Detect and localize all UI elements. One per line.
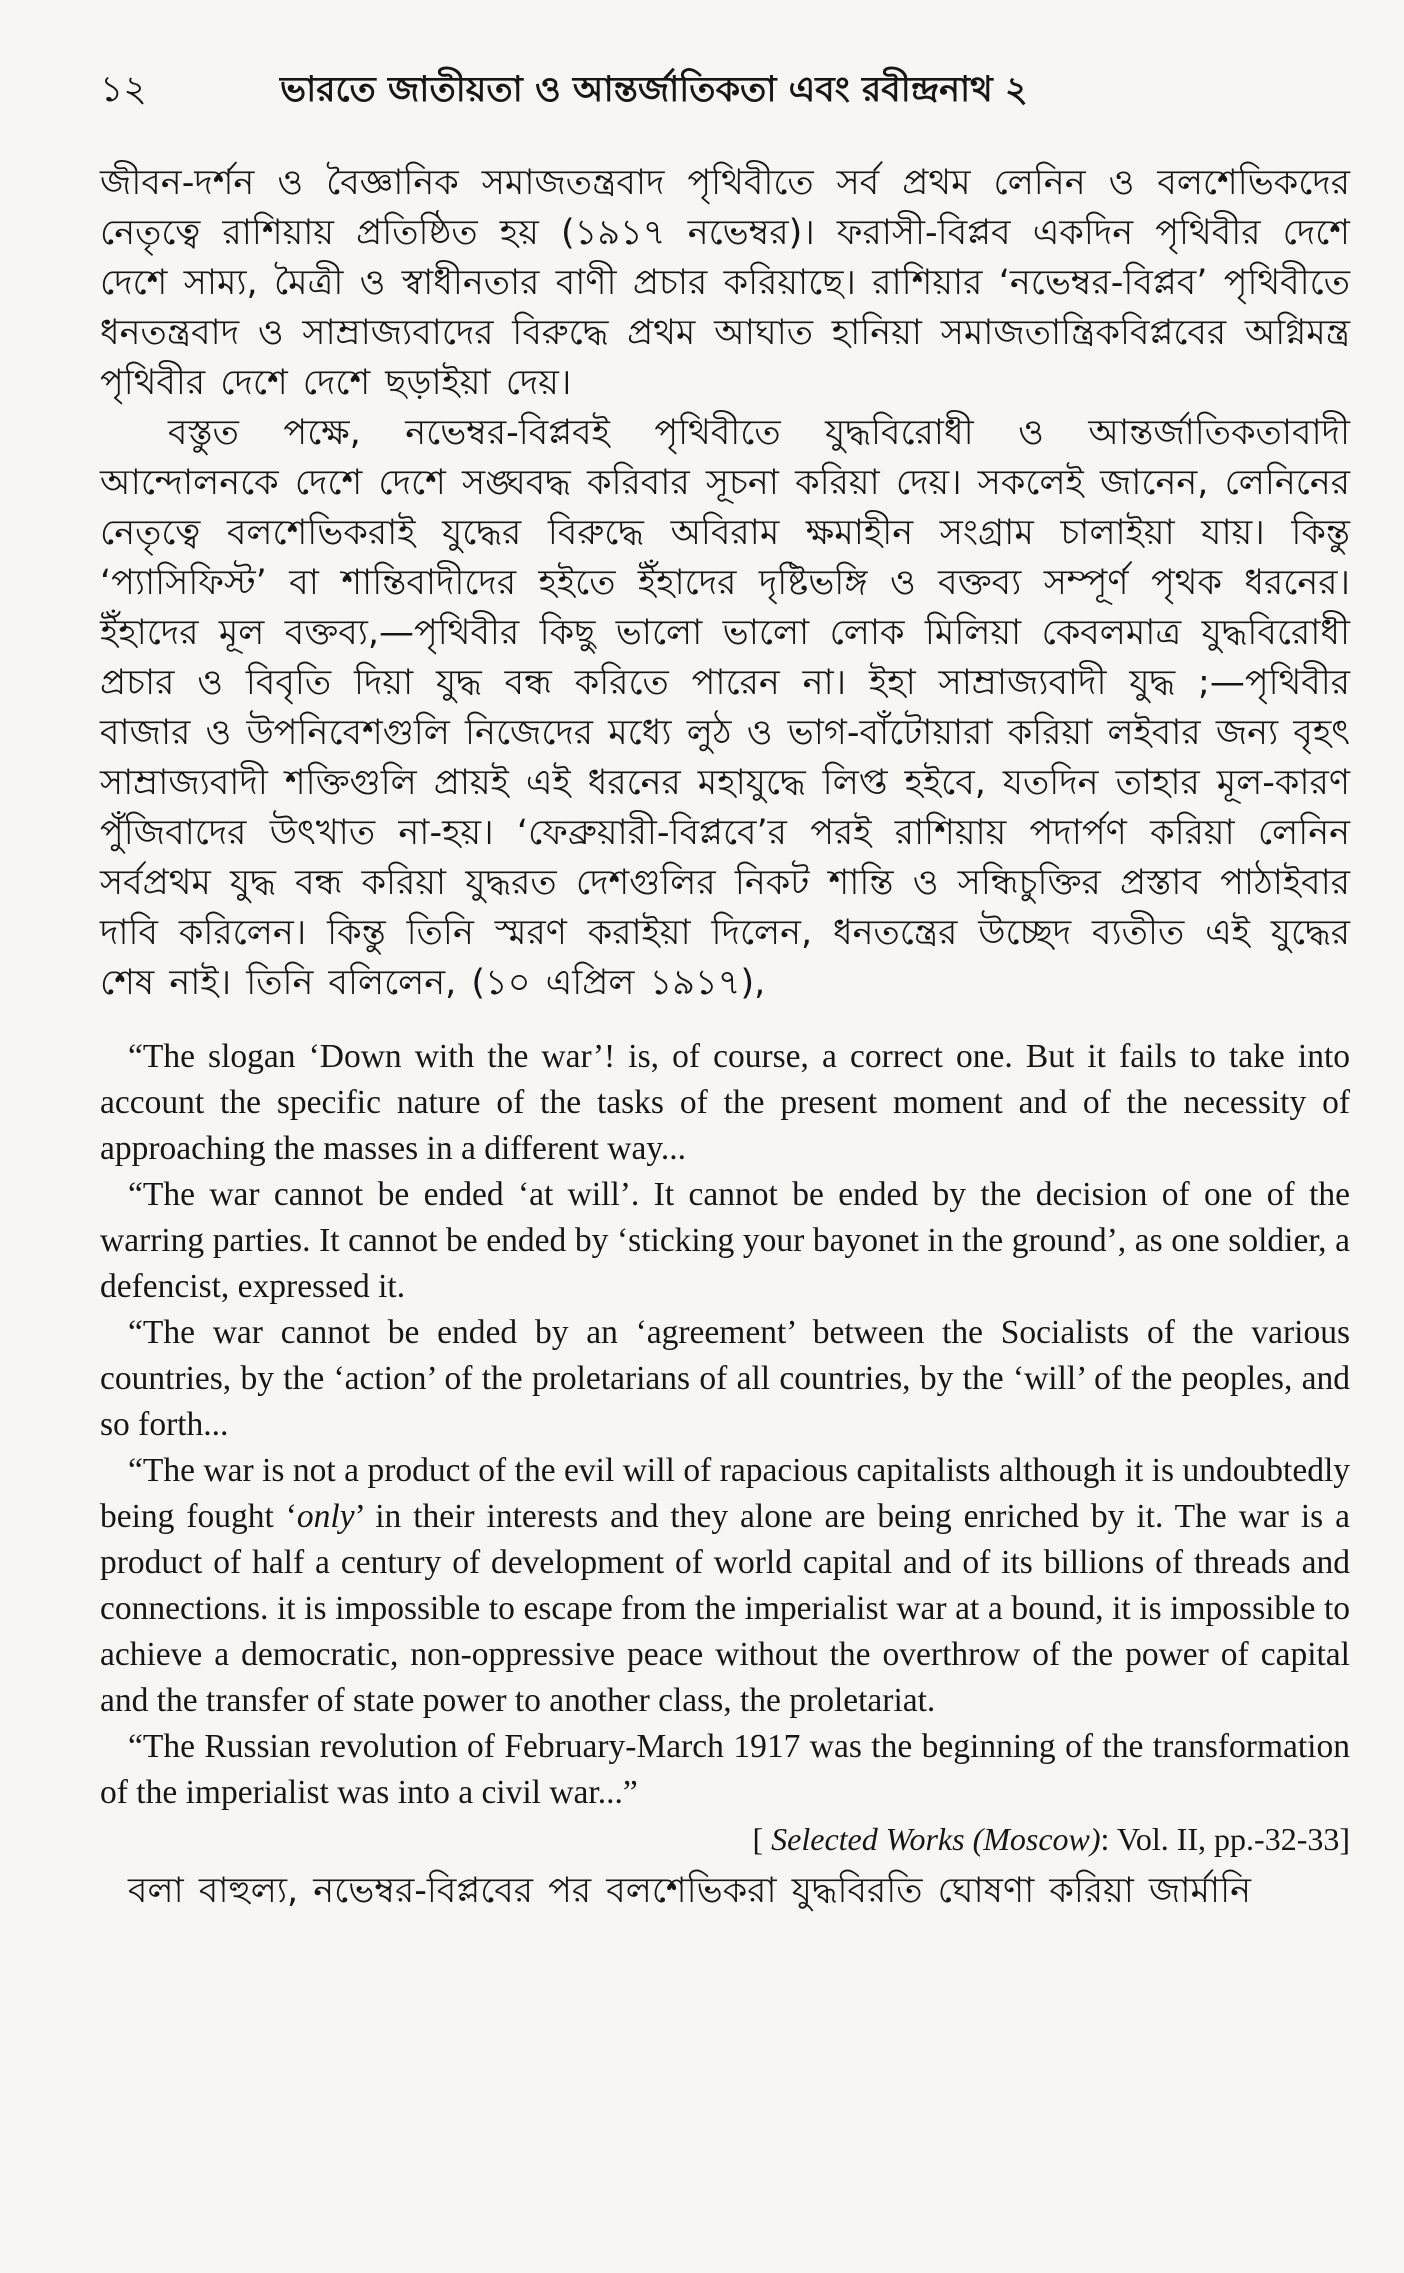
body-paragraph-2: বস্তুত পক্ষে, নভেম্বর-বিপ্লবই পৃথিবীতে যুদ্ধবিরোধী ও আন্তর্জাতিকতাবাদী আন্দোলনকে দেশে দেশে সঙ্ঘবদ্ধ করিবার সূচনা করিয়া দেয়। সকলেই জানেন, লেনিনের নেতৃত্বে বলশেভিকরাই যুদ্ধের বিরুদ্ধে অবিরাম ক্ষমাহীন সংগ্রাম চালাইয়া যায়। কিন্তু ‘প্যাসিফিস্ট’ বা শান্তিবাদীদের হইতে ইঁহাদের দৃষ্টিভঙ্গি ও বক্তব্য সম্পূর্ণ পৃথক ধরনের। ইঁহাদের মূল বক্তব্য,—পৃথিবীর কিছু ভালো ভালো লোক মিলিয়া কেবলমাত্র যুদ্ধবিরোধী প্রচার ও বিবৃতি দিয়া যুদ্ধ বন্ধ করিতে পারেন না। ইহা সাম্রাজ্যবাদী যুদ্ধ ;—পৃথিবীর বাজার ও উপনিবেশগুলি নিজেদের মধ্যে লুঠ ও ভাগ-বাঁটোয়ারা করিয়া লইবার জন্য বৃহৎ সাম্রাজ্যবাদী শক্তিগুলি প্রায়ই এই ধরনের মহাযুদ্ধে লিপ্ত হইবে, যতদিন তাহার মূল-কারণ পুঁজিবাদের উৎখাত না-হয়। ‘ফেব্রুয়ারী-বিপ্লবে’র পরই রাশিয়ায় পদার্পণ করিয়া লেনিন সর্বপ্রথম যুদ্ধ বন্ধ করিয়া যুদ্ধরত দেশগুলির নিকট শান্তি ও সন্ধিচুক্তির প্রস্তাব পাঠাইবার দাবি করিলেন। কিন্তু তিনি স্মরণ করাইয়া দিলেন, ধনতন্ত্রের উচ্ছেদ ব্যতীত এই যুদ্ধের শেষ নাই। তিনি বলিলেন, (১০ এপ্রিল ১৯১৭), [100, 413, 1350, 1003]
book-page [100, 62, 1350, 1916]
citation-work: Selected Works [771, 1821, 965, 1857]
citation-publisher: (Moscow) [972, 1821, 1101, 1857]
quote-paragraph-5: “The Russian revolution of February-March 1917 was the beginning of the transformation of the imperialist was into a civil war...” [100, 1728, 1350, 1811]
quote-4-text-before: “The war is not a product of the evil will of rapacious capitalists although it is undoubtedly being fought ‘ [100, 1452, 1350, 1535]
body-paragraph-1: জীবন-দর্শন ও বৈজ্ঞানিক সমাজতন্ত্রবাদ পৃথিবীতে সর্ব প্রথম লেনিন ও বলশেভিকদের নেতৃত্বে রাশিয়ায় প্রতিষ্ঠিত হয় (১৯১৭ নভেম্বর)। ফরাসী-বিপ্লব একদিন পৃথিবীর দেশে দেশে সাম্য, মৈত্রী ও স্বাধীনতার বাণী প্রচার করিয়াছে। রাশিয়ার ‘নভেম্বর-বিপ্লব’ পৃথিবীতে ধনতন্ত্রবাদ ও সাম্রাজ্যবাদের বিরুদ্ধে প্রথম আঘাত হানিয়া সমাজতান্ত্রিকবিপ্লবের অগ্নিমন্ত্র পৃথিবীর দেশে দেশে ছড়াইয়া দেয়। [100, 163, 1350, 403]
quote-paragraph-2: “The war cannot be ended ‘at will’. It cannot be ended by the decision of one of the warring parties. It cannot be ended by ‘sticking your bayonet in the ground’, as one soldier, a defencist, expressed it. [100, 1176, 1350, 1305]
citation-open: [ [752, 1821, 764, 1857]
page-number: ১২ [100, 69, 147, 110]
quote-4-text-after: ’ in their interests and they alone are being enriched by it. The war is a product of half a century of development of world capital and of its billions of threads and connections. it is impossible to escape from the imperialist war at a bound, it is impossible to achieve a democratic, non-oppressive peace without the overthrow of the power of capital and the transfer of state power to another class, the proletariat. [100, 1498, 1350, 1719]
citation [100, 1816, 1350, 1862]
closing-line: বলা বাহুল্য, নভেম্বর-বিপ্লবের পর বলশেভিকরা যুদ্ধবিরতি ঘোষণা করিয়া জার্মানি [128, 1871, 1251, 1911]
quote-paragraph-3: “The war cannot be ended by an ‘agreement’ between the Socialists of the various countries, by the ‘action’ of the proletarians of all countries, by the ‘will’ of the peoples, and so forth... [100, 1314, 1350, 1443]
lenin-quotation [100, 1034, 1350, 1862]
quote-paragraph-1: “The slogan ‘Down with the war’! is, of course, a correct one. But it fails to take into account the specific nature of the tasks of the present moment and of the necessity of approaching the masses in a different way... [100, 1038, 1350, 1167]
citation-ref: : Vol. II, pp.-32-33] [1100, 1821, 1350, 1857]
quote-paragraph-4 [100, 1448, 1350, 1724]
running-title: ভারতে জাতীয়তা ও আন্তর্জাতিকতা এবং রবীন্দ্রনাথ ২ [280, 70, 1028, 110]
page-header [100, 62, 1350, 118]
quote-4-emphasis: only [296, 1498, 355, 1535]
